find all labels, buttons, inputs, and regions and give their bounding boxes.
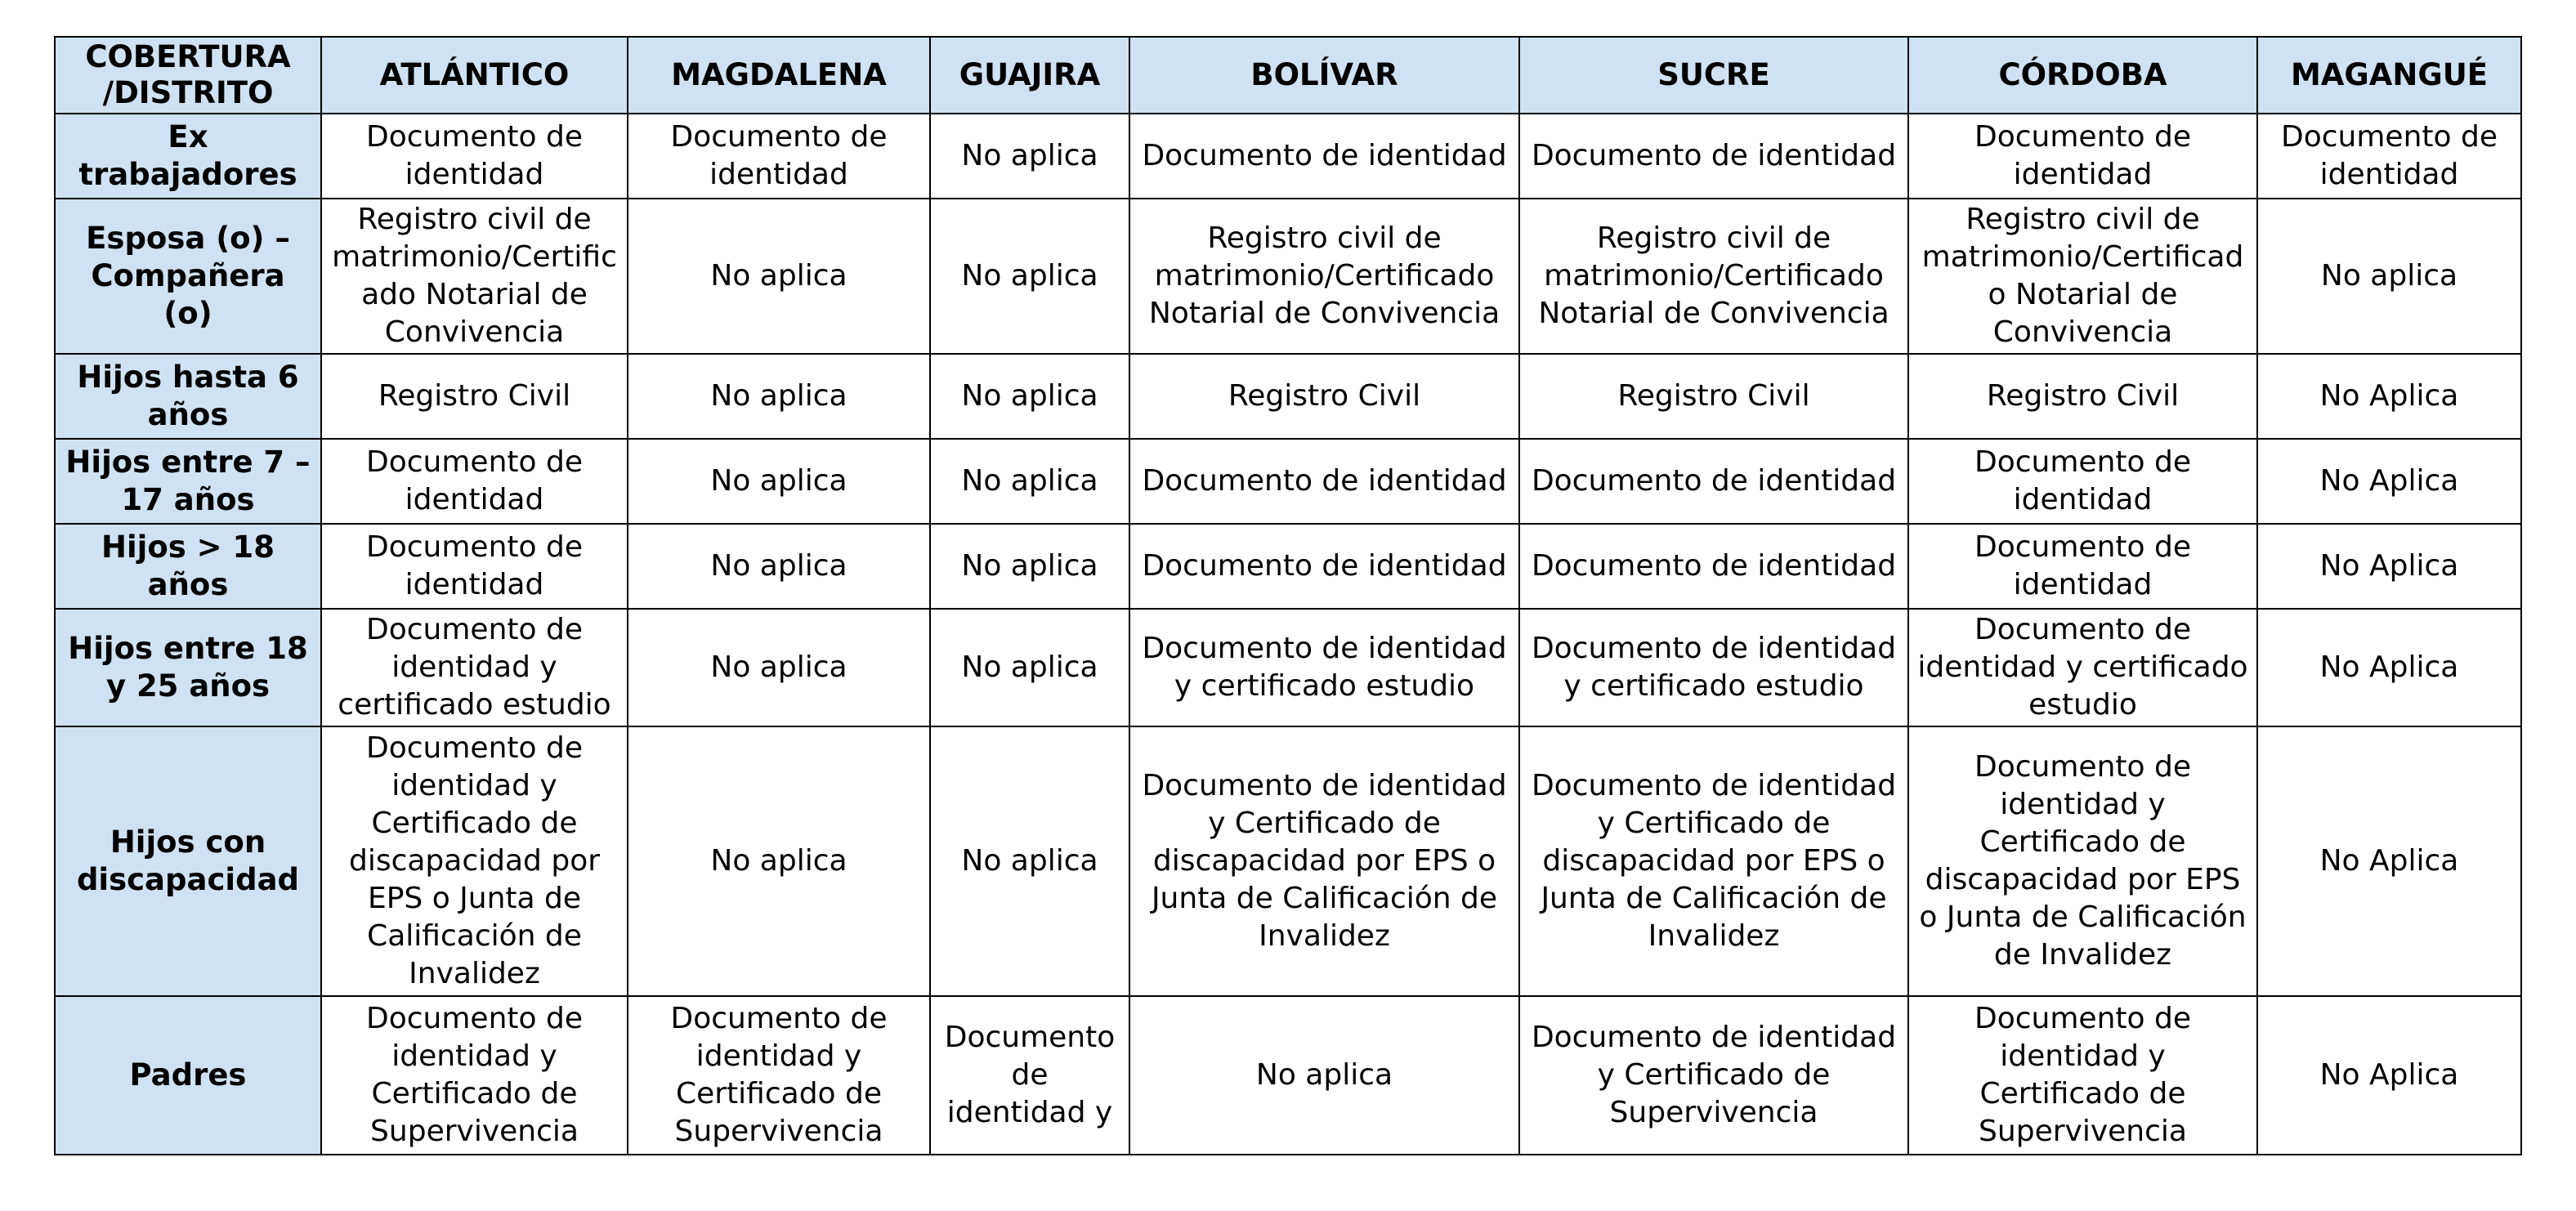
table-cell: Documento de identidad	[1519, 439, 1908, 524]
table-row	[55, 524, 2521, 609]
table-cell: No aplica	[628, 524, 930, 609]
table-cell: Documento de identidad	[1129, 114, 1519, 199]
row-label: Ex trabajadores	[55, 114, 321, 199]
table-cell: No Aplica	[2257, 996, 2521, 1155]
table-cell: No aplica	[628, 609, 930, 726]
table-cell: Registro civil de matrimonio/Certificado Notarial de Convivencia	[1519, 199, 1908, 354]
table-row	[55, 996, 2521, 1155]
row-label: Hijos entre 18 y 25 años	[55, 609, 321, 726]
table-cell: Documento de identidad	[628, 114, 930, 199]
header-sucre: SUCRE	[1519, 37, 1908, 114]
table-cell: Documento de identidad y Certificado de Supervivencia	[1908, 996, 2257, 1155]
table-cell: Registro Civil	[321, 354, 628, 439]
table-cell: Documento de identidad	[1129, 439, 1519, 524]
table-cell: Documento de identidad	[1908, 439, 2257, 524]
table-cell: No aplica	[930, 609, 1129, 726]
header-cobertura-distrito: COBERTURA /DISTRITO	[55, 37, 321, 114]
table-cell: Registro civil de matrimonio/Certificado Notarial de Convivencia	[1129, 199, 1519, 354]
row-label: Padres	[55, 996, 321, 1155]
table-cell: No Aplica	[2257, 726, 2521, 996]
table-cell: Documento de identidad	[2257, 114, 2521, 199]
table-row	[55, 114, 2521, 199]
header-magdalena: MAGDALENA	[628, 37, 930, 114]
header-bolivar: BOLÍVAR	[1129, 37, 1519, 114]
table-cell: No aplica	[628, 199, 930, 354]
table-cell: Documento de identidad y certificado estudio	[1908, 609, 2257, 726]
table-cell: No aplica	[930, 524, 1129, 609]
table-cell: Registro civil de matrimonio/Certificado Notarial de Convivencia	[1908, 199, 2257, 354]
table-cell: Documento de identidad	[1908, 524, 2257, 609]
header-guajira: GUAJIRA	[930, 37, 1129, 114]
header-magangue: MAGANGUÉ	[2257, 37, 2521, 114]
table-cell: No Aplica	[2257, 524, 2521, 609]
table-cell: No aplica	[628, 439, 930, 524]
table-cell: Documento de identidad y Certificado de Supervivencia	[628, 996, 930, 1155]
table-row	[55, 439, 2521, 524]
table-cell: No aplica	[930, 199, 1129, 354]
table-cell: Documento de identidad y certificado estudio	[1129, 609, 1519, 726]
table-cell: Documento de identidad y Certificado de Supervivencia	[1519, 996, 1908, 1155]
header-row	[55, 37, 2521, 114]
table-cell: No aplica	[930, 114, 1129, 199]
table-cell: No aplica	[930, 354, 1129, 439]
header-atlantico: ATLÁNTICO	[321, 37, 628, 114]
table-cell: No aplica	[628, 726, 930, 996]
table-row	[55, 609, 2521, 726]
row-label: Hijos > 18 años	[55, 524, 321, 609]
table-cell: Registro Civil	[1908, 354, 2257, 439]
table-cell: Documento de identidad	[321, 524, 628, 609]
table-cell: No Aplica	[2257, 439, 2521, 524]
table-cell: Documento de identidad y Certificado de Supervivencia	[321, 996, 628, 1155]
table-cell: Documento de identidad	[1908, 114, 2257, 199]
table-cell: No aplica	[628, 354, 930, 439]
table-cell: No aplica	[2257, 199, 2521, 354]
table-cell: Documento de identidad	[1519, 524, 1908, 609]
row-label: Hijos entre 7 – 17 años	[55, 439, 321, 524]
table-cell: No aplica	[1129, 996, 1519, 1155]
table-cell: Documento de identidad y Certificado de discapacidad por EPS o Junta de Calificación de Invalidez	[1519, 726, 1908, 996]
table-cell: Documento de identidad	[321, 439, 628, 524]
table-cell: Documento de identidad y	[930, 996, 1129, 1155]
table-row	[55, 726, 2521, 996]
table-cell: Documento de identidad y Certificado de discapacidad por EPS o Junta de Calificación de Invalidez	[321, 726, 628, 996]
table-cell: No aplica	[930, 439, 1129, 524]
table-cell: Documento de identidad	[1519, 114, 1908, 199]
coverage-table	[54, 36, 2522, 1155]
header-cordoba: CÓRDOBA	[1908, 37, 2257, 114]
table-cell: No Aplica	[2257, 609, 2521, 726]
table-cell: Registro civil de matrimonio/Certificado Notarial de Convivencia	[321, 199, 628, 354]
table-cell: Documento de identidad	[321, 114, 628, 199]
row-label: Hijos con discapacidad	[55, 726, 321, 996]
table-cell: Registro Civil	[1129, 354, 1519, 439]
row-label: Esposa (o) – Compañera (o)	[55, 199, 321, 354]
table-row	[55, 199, 2521, 354]
table-cell: Registro Civil	[1519, 354, 1908, 439]
table-cell: No Aplica	[2257, 354, 2521, 439]
table-cell: No aplica	[930, 726, 1129, 996]
row-label: Hijos hasta 6 años	[55, 354, 321, 439]
table-cell: Documento de identidad y certificado estudio	[1519, 609, 1908, 726]
table-cell: Documento de identidad	[1129, 524, 1519, 609]
table-row	[55, 354, 2521, 439]
table-cell: Documento de identidad y certificado estudio	[321, 609, 628, 726]
table-cell: Documento de identidad y Certificado de discapacidad por EPS o Junta de Calificación de Invalidez	[1908, 726, 2257, 996]
table-cell: Documento de identidad y Certificado de discapacidad por EPS o Junta de Calificación de Invalidez	[1129, 726, 1519, 996]
